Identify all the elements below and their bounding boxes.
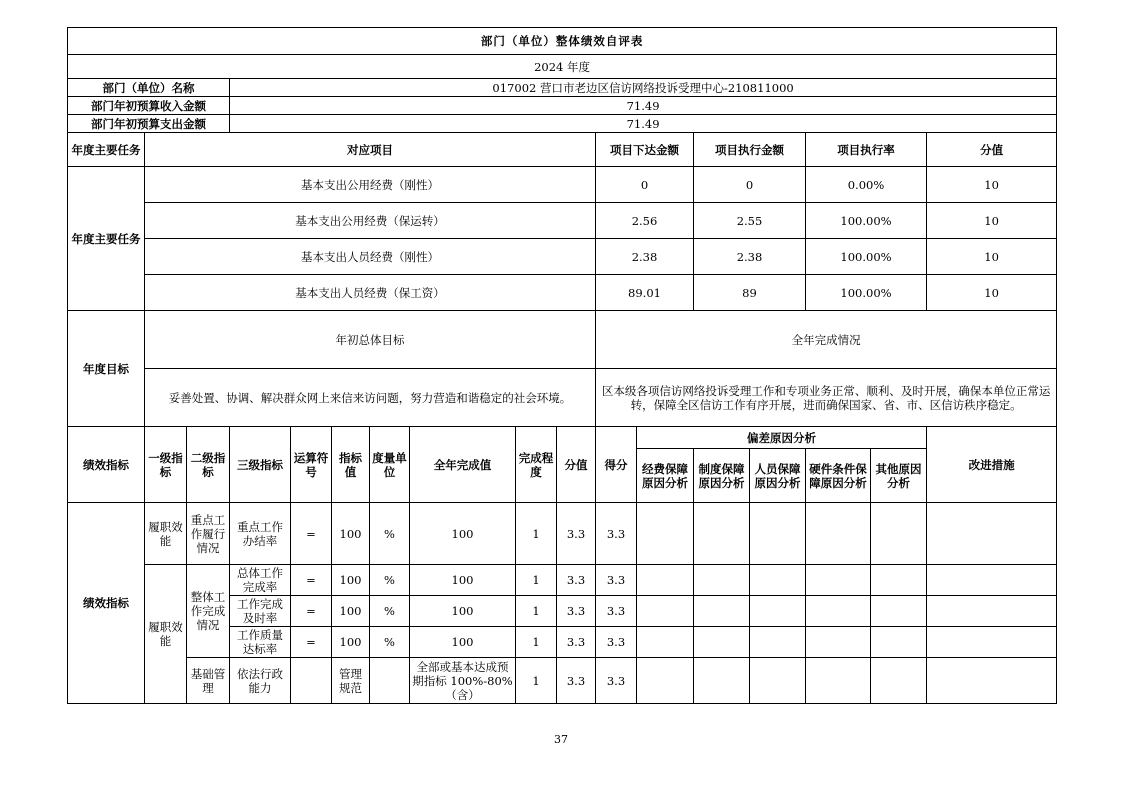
indicator-earned: 3.3 [596,503,637,565]
indicator-completion: 1 [516,627,557,658]
indicator-completion: 1 [516,596,557,627]
dev-staff-cell [750,596,806,627]
dev-system-cell [694,596,750,627]
indicator-completion: 1 [516,565,557,596]
header-dev-hardware: 硬件条件保障原因分析 [806,449,871,503]
indicator-level2: 基础管理 [187,658,230,704]
income-value: 71.49 [230,97,1057,115]
task-rate: 100.00% [806,239,927,275]
dev-funding-cell [637,565,694,596]
indicator-earned: 3.3 [596,627,637,658]
tasks-header-rate: 项目执行率 [806,133,927,167]
expense-value: 71.49 [230,115,1057,133]
indicator-unit: % [370,565,410,596]
indicator-score: 3.3 [557,627,596,658]
indicator-target: 100 [332,596,370,627]
dev-system-cell [694,627,750,658]
dev-hardware-cell [806,596,871,627]
dev-funding-cell [637,658,694,704]
task-allocated: 89.01 [596,275,694,311]
header-level2: 二级指标 [187,427,230,503]
indicator-level1: 履职效能 [145,503,187,565]
task-rate: 100.00% [806,275,927,311]
tasks-header-score: 分值 [927,133,1057,167]
task-executed: 2.38 [694,239,806,275]
task-item: 基本支出人员经费（保工资） [145,275,596,311]
improve-cell [927,565,1057,596]
goals-label: 年度目标 [68,311,145,427]
dev-hardware-cell [806,627,871,658]
header-dev-funding: 经费保障原因分析 [637,449,694,503]
dev-staff-cell [750,565,806,596]
dev-system-cell [694,565,750,596]
indicator-score: 3.3 [557,596,596,627]
task-executed: 2.55 [694,203,806,239]
goals-initial-header: 年初总体目标 [145,311,596,369]
indicator-operator: = [291,627,332,658]
task-score: 10 [927,275,1057,311]
indicator-level3: 总体工作完成率 [230,565,291,596]
dev-hardware-cell [806,658,871,704]
indicators-group-label: 绩效指标 [68,503,145,704]
indicator-row [68,565,1057,596]
tasks-header-label: 年度主要任务 [68,133,145,167]
indicator-unit: % [370,596,410,627]
indicator-level3: 工作完成及时率 [230,596,291,627]
fiscal-year: 2024 年度 [68,55,1057,79]
indicator-operator [291,658,332,704]
dev-other-cell [871,658,927,704]
dev-other-cell [871,627,927,658]
indicator-score: 3.3 [557,658,596,704]
task-allocated: 2.38 [596,239,694,275]
task-item: 基本支出公用经费（保运转） [145,203,596,239]
task-score: 10 [927,203,1057,239]
header-operator: 运算符号 [291,427,332,503]
indicator-row [68,658,1057,704]
indicator-actual: 100 [410,503,516,565]
dev-system-cell [694,503,750,565]
indicator-operator: = [291,565,332,596]
tasks-header-executed: 项目执行金额 [694,133,806,167]
page-number: 37 [554,733,568,746]
header-target: 指标值 [332,427,370,503]
indicator-actual: 100 [410,627,516,658]
header-earned: 得分 [596,427,637,503]
indicator-level3: 依法行政能力 [230,658,291,704]
task-row [68,239,1057,275]
dev-staff-cell [750,658,806,704]
unit-name-label: 部门（单位）名称 [68,79,230,97]
indicator-earned: 3.3 [596,658,637,704]
dev-funding-cell [637,503,694,565]
indicator-target: 100 [332,565,370,596]
header-level3: 三级指标 [230,427,291,503]
dev-staff-cell [750,503,806,565]
indicator-earned: 3.3 [596,565,637,596]
indicator-completion: 1 [516,503,557,565]
indicator-row [68,503,1057,565]
dev-other-cell [871,596,927,627]
task-row [68,275,1057,311]
indicator-completion: 1 [516,658,557,704]
header-level1: 一级指标 [145,427,187,503]
indicator-actual: 100 [410,565,516,596]
performance-evaluation-table [67,27,1057,704]
dev-staff-cell [750,627,806,658]
indicator-actual: 100 [410,596,516,627]
header-unit: 度量单位 [370,427,410,503]
header-deviation: 偏差原因分析 [637,427,927,449]
improve-cell [927,627,1057,658]
improve-cell [927,503,1057,565]
indicator-level1: 履职效能 [145,565,187,704]
income-label: 部门年初预算收入金额 [68,97,230,115]
header-dev-staff: 人员保障原因分析 [750,449,806,503]
page-title: 部门（单位）整体绩效自评表 [68,28,1057,55]
goals-completion-text: 区本级各项信访网络投诉受理工作和专项业务正常、顺利、及时开展，确保本单位正常运转，保障全区信访工作有序开展，进而确保国家、省、市、区信访秩序稳定。 [596,369,1057,427]
task-row [68,203,1057,239]
task-row [68,167,1057,203]
tasks-header-item: 对应项目 [145,133,596,167]
goals-completion-header: 全年完成情况 [596,311,1057,369]
task-item: 基本支出人员经费（刚性） [145,239,596,275]
indicator-actual: 全部或基本达成预期指标 100%-80%（含） [410,658,516,704]
dev-hardware-cell [806,503,871,565]
header-dev-system: 制度保障原因分析 [694,449,750,503]
task-score: 10 [927,239,1057,275]
indicator-level2: 重点工作履行情况 [187,503,230,565]
expense-label: 部门年初预算支出金额 [68,115,230,133]
goals-initial-text: 妥善处置、协调、解决群众网上来信来访问题，努力营造和谐稳定的社会环境。 [145,369,596,427]
tasks-header-allocated: 项目下达金额 [596,133,694,167]
indicator-level2: 整体工作完成情况 [187,565,230,658]
task-rate: 0.00% [806,167,927,203]
task-score: 10 [927,167,1057,203]
dev-funding-cell [637,627,694,658]
header-dev-other: 其他原因分析 [871,449,927,503]
task-executed: 0 [694,167,806,203]
indicator-target: 管理规范 [332,658,370,704]
tasks-group-label: 年度主要任务 [68,167,145,311]
task-allocated: 2.56 [596,203,694,239]
improve-cell [927,596,1057,627]
indicator-operator: = [291,596,332,627]
indicators-header-label: 绩效指标 [68,427,145,503]
header-actual: 全年完成值 [410,427,516,503]
indicator-unit [370,658,410,704]
task-item: 基本支出公用经费（刚性） [145,167,596,203]
indicator-target: 100 [332,503,370,565]
improve-cell [927,658,1057,704]
dev-funding-cell [637,596,694,627]
dev-system-cell [694,658,750,704]
task-allocated: 0 [596,167,694,203]
dev-other-cell [871,565,927,596]
indicator-earned: 3.3 [596,596,637,627]
indicator-target: 100 [332,627,370,658]
header-improve: 改进措施 [927,427,1057,503]
header-score: 分值 [557,427,596,503]
indicator-unit: % [370,627,410,658]
indicator-score: 3.3 [557,565,596,596]
indicator-level3: 重点工作办结率 [230,503,291,565]
dev-other-cell [871,503,927,565]
indicator-unit: % [370,503,410,565]
task-rate: 100.00% [806,203,927,239]
indicator-level3: 工作质量达标率 [230,627,291,658]
unit-name-value: 017002 营口市老边区信访网络投诉受理中心-210811000 [230,79,1057,97]
header-completion: 完成程度 [516,427,557,503]
indicator-score: 3.3 [557,503,596,565]
task-executed: 89 [694,275,806,311]
dev-hardware-cell [806,565,871,596]
indicator-operator: = [291,503,332,565]
